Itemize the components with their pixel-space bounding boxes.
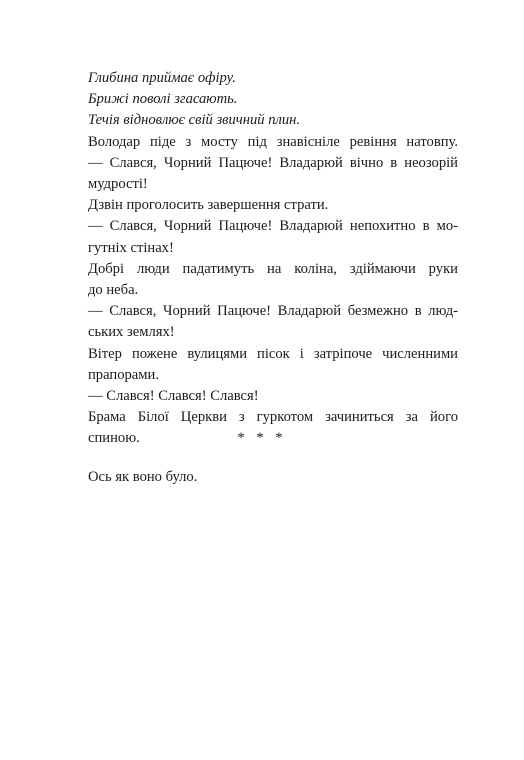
text-line: Брижі поволі згасають.	[88, 91, 238, 108]
section-divider: * * *	[237, 430, 287, 446]
text-line: Течія відновлює свій звичний плин.	[88, 112, 301, 129]
text-line: — Слався, Чорний Пацюче! Владарюй непохитно в мо-	[88, 218, 458, 235]
text-line: до неба.	[88, 282, 139, 299]
text-line: Вітер пожене вулицями пісок і затріпоче численними	[88, 345, 458, 362]
text-line: Глибина приймає офіру.	[88, 70, 236, 86]
text-line: Дзвін проголосить завершення страти.	[88, 197, 329, 214]
text-line: мудрості!	[88, 176, 148, 193]
text-line: — Слався, Чорний Пацюче! Владарюй вічно в неозорій	[88, 154, 458, 171]
text-line: Володар піде з мосту під знавісніле ревіння натовпу.	[88, 133, 458, 150]
text-line: спиною.	[88, 430, 140, 447]
text-line: гутніх стінах!	[88, 239, 174, 256]
closing-line: Ось як воно було.	[88, 469, 198, 485]
text-line: — Слався, Чорний Пацюче! Владарюй безмежно в люд-	[88, 303, 458, 320]
text-line: Брама Білої Церкви з гуркотом зачиниться за його	[88, 409, 458, 426]
text-line: прапорами.	[88, 366, 159, 383]
body-text	[88, 68, 458, 450]
text-line: — Слався! Слався! Слався!	[88, 388, 259, 405]
text-line: Добрі люди падатимуть на коліна, здіймаючи руки	[88, 260, 458, 277]
text-line: ських землях!	[88, 324, 175, 341]
